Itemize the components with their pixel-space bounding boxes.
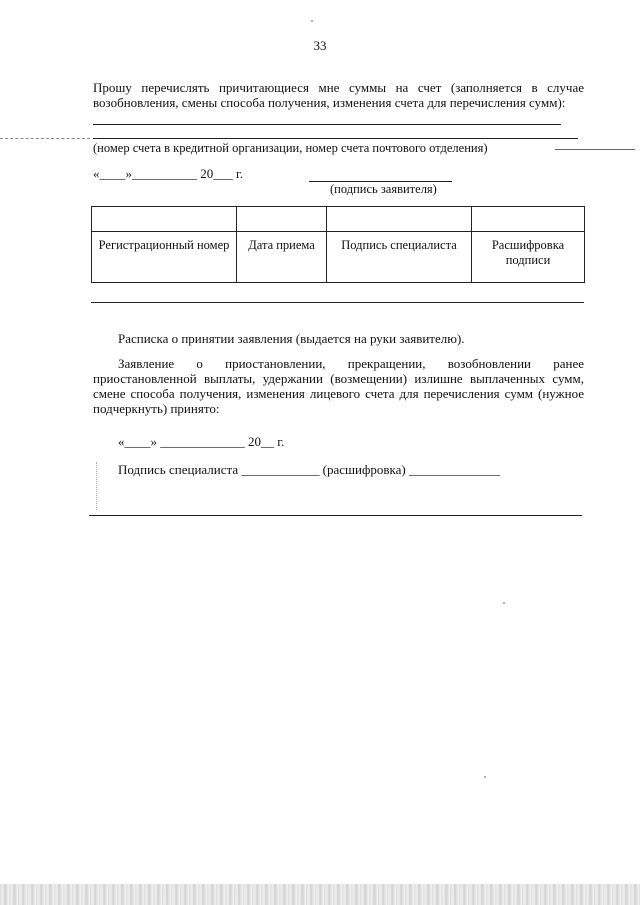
applicant-signature-caption: (подпись заявителя) bbox=[330, 182, 437, 196]
signature-decode-blank[interactable]: ______________ bbox=[409, 462, 500, 477]
table-header: Регистрационный номер bbox=[92, 232, 237, 283]
account-request-text: Прошу перечислять причитающиеся мне суммы на счет (заполняется в случае возобновления, смены способа получения, изменения счета для перечисления сумм): bbox=[93, 80, 584, 110]
table-input-row bbox=[92, 207, 585, 232]
page-number: 33 bbox=[313, 38, 327, 53]
table-cell-accept-date[interactable] bbox=[237, 207, 327, 232]
registration-table bbox=[91, 206, 585, 283]
date-year-suffix: г. bbox=[236, 166, 244, 181]
receipt-body: Заявление о приостановлении, прекращении, возобновлении ранее приостановленной выплаты, удержании (возмещении) излишне выплаченных сумм, смене способа получения, изменения лицевого счета для перечисления сумм (нужное подчеркнуть) принято: bbox=[93, 356, 584, 416]
date-year-blank: ___ bbox=[213, 166, 233, 181]
table-header: Подпись специалиста bbox=[327, 232, 472, 283]
account-line-2[interactable] bbox=[93, 138, 578, 139]
scan-speck bbox=[484, 776, 486, 778]
scan-speck bbox=[311, 20, 313, 22]
date-day-blank: ____ bbox=[99, 166, 126, 181]
receipt-date-year-suffix: г. bbox=[277, 434, 285, 449]
receipt-title: Расписка о принятии заявления (выдается на руки заявителю). bbox=[118, 331, 465, 346]
application-date[interactable] bbox=[93, 166, 243, 182]
receipt-date-year-prefix: 20 bbox=[248, 434, 261, 449]
table-header-row bbox=[92, 232, 585, 283]
table-cell-signature-decode[interactable] bbox=[472, 207, 585, 232]
table-cell-specialist-signature[interactable] bbox=[327, 207, 472, 232]
receipt-date-open-quote: « bbox=[118, 434, 125, 449]
scan-artifact bbox=[96, 462, 103, 510]
cut-line-bottom bbox=[89, 515, 582, 516]
date-open-quote: « bbox=[93, 166, 100, 181]
scan-edge bbox=[0, 884, 640, 905]
specialist-signature-row bbox=[118, 462, 500, 478]
scan-speck bbox=[503, 602, 505, 604]
receipt-date-month-blank: _____________ bbox=[160, 434, 245, 449]
receipt-date-day-blank: ____ bbox=[124, 434, 151, 449]
table-header: Дата приема bbox=[237, 232, 327, 283]
receipt-date-close-quote: » bbox=[150, 434, 157, 449]
receipt-date[interactable] bbox=[118, 434, 284, 450]
table-header: Расшифровка подписи bbox=[472, 232, 585, 283]
signature-decode-label: (расшифровка) bbox=[322, 462, 406, 477]
date-month-blank: __________ bbox=[132, 166, 197, 181]
specialist-signature-blank[interactable]: ____________ bbox=[241, 462, 320, 477]
margin-dash bbox=[0, 138, 90, 139]
account-line-1[interactable] bbox=[93, 124, 561, 125]
specialist-signature-label: Подпись специалиста bbox=[118, 462, 239, 477]
date-close-quote: » bbox=[125, 166, 132, 181]
account-caption: (номер счета в кредитной организации, номер счета почтового отделения) bbox=[93, 141, 488, 155]
table-cell-registration-number[interactable] bbox=[92, 207, 237, 232]
cut-line-top bbox=[91, 302, 584, 303]
receipt-date-year-blank: __ bbox=[261, 434, 274, 449]
date-year-prefix: 20 bbox=[200, 166, 214, 181]
